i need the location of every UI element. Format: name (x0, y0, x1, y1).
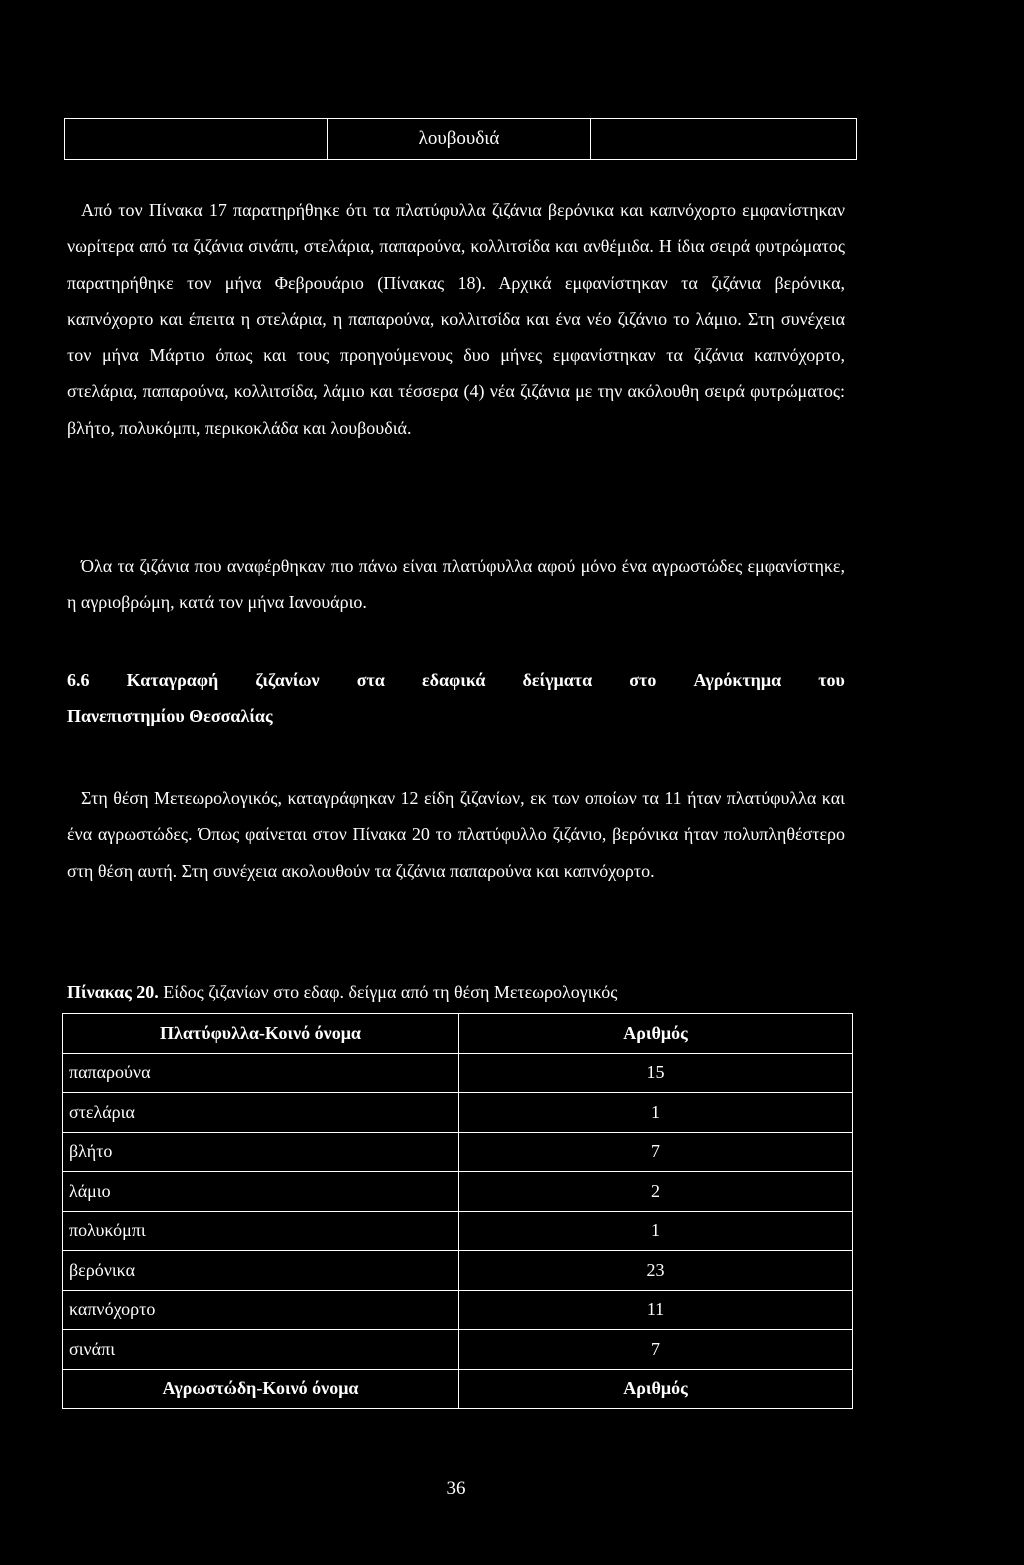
weed-name: καπνόχορτο (63, 1290, 459, 1330)
section-number: 6.6 (67, 670, 90, 690)
heading-word: δείγματα (522, 670, 593, 690)
weed-count: 11 (459, 1290, 853, 1330)
weed-count: 23 (459, 1251, 853, 1291)
table-cell: λουβουδιά (328, 119, 591, 160)
weed-name: βλήτο (63, 1132, 459, 1172)
heading-word: εδαφικά (421, 670, 486, 690)
table-row (63, 1172, 853, 1212)
weed-name: πολυκόμπι (63, 1211, 459, 1251)
column-header-count: Αριθμός (459, 1014, 853, 1054)
heading-word: ζιζανίων (255, 670, 320, 690)
table-cell (65, 119, 328, 160)
continued-table-fragment (64, 118, 857, 160)
weed-count: 7 (459, 1330, 853, 1370)
paragraph-meteorological-site: Στη θέση Μετεωρολογικός, καταγράφηκαν 12 είδη ζιζανίων, εκ των οποίων τα 11 ήταν πλατύφυλλα και ένα αγρωστώδες. Όπως φαίνεται στον Πίνακα 20 το πλατύφυλλο ζιζάνιο, βερόνικα ήταν πολυπληθέστερο στη θέση αυτή. Στη συνέχεια ακολουθούν τα ζιζάνια παπαρούνα και καπνόχορτο. (67, 788, 845, 881)
table-row (63, 1053, 853, 1093)
table-cell (591, 119, 857, 160)
table-row (63, 1093, 853, 1133)
table-row (63, 1290, 853, 1330)
table-row (63, 1211, 853, 1251)
table-caption (67, 980, 847, 1004)
weed-count: 1 (459, 1093, 853, 1133)
heading-word: στο (629, 670, 657, 690)
heading-word: του (818, 670, 845, 690)
weed-species-table (62, 1013, 853, 1409)
weed-name: βερόνικα (63, 1251, 459, 1291)
weed-name: λάμιο (63, 1172, 459, 1212)
weed-count: 2 (459, 1172, 853, 1212)
heading-word: Αγρόκτημα (693, 670, 782, 690)
page-number: 36 (446, 1478, 466, 1499)
weed-name: σινάπι (63, 1330, 459, 1370)
column-header-grass-count: Αριθμός (459, 1369, 853, 1409)
paragraph-broadleaf-summary: Όλα τα ζιζάνια που αναφέρθηκαν πιο πάνω είναι πλατύφυλλα αφού μόνο ένα αγρωστώδες εμφανίστηκε, η αγριοβρώμη, κατά τον μήνα Ιανουάριο. (67, 556, 845, 613)
weed-count: 1 (459, 1211, 853, 1251)
column-header-grass-name: Αγρωστώδη-Κοινό όνομα (63, 1369, 459, 1409)
table-row (65, 119, 857, 160)
weed-name: στελάρια (63, 1093, 459, 1133)
heading-word: στα (356, 670, 385, 690)
table-row (63, 1330, 853, 1370)
weed-name: παπαρούνα (63, 1053, 459, 1093)
table-row (63, 1251, 853, 1291)
table-caption-label: Πίνακας 20. (67, 982, 159, 1002)
table-row (63, 1132, 853, 1172)
table-caption-text: Είδος ζιζανίων στο εδαφ. δείγμα από τη θέση Μετεωρολογικός (158, 982, 618, 1002)
column-header-name: Πλατύφυλλα-Κοινό όνομα (63, 1014, 459, 1054)
section-heading (67, 662, 845, 734)
table-header-row (63, 1014, 853, 1054)
table-subheader-row (63, 1369, 853, 1409)
heading-word: Καταγραφή (126, 670, 219, 690)
weed-count: 7 (459, 1132, 853, 1172)
section-heading-line (67, 662, 845, 698)
section-heading-line2: Πανεπιστημίου Θεσσαλίας (67, 706, 273, 726)
paragraph-observations: Από τον Πίνακα 17 παρατηρήθηκε ότι τα πλατύφυλλα ζιζάνια βερόνικα και καπνόχορτο εμφανίστηκαν νωρίτερα από τα ζιζάνια σινάπι, στελάρια, παπαρούνα, κολλιτσίδα και ανθέμιδα. Η ίδια σειρά φυτρώματος παρατηρήθηκε τον μήνα Φεβρουάριο (Πίνακας 18). Αρχικά εμφανίστηκαν τα ζιζάνια βερόνικα, καπνόχορτο και έπειτα η στελάρια, η παπαρούνα, κολλιτσίδα και ένα νέο ζιζάνιο το λάμιο. Στη συνέχεια τον μήνα Μάρτιο όπως και τους προηγούμενους δυο μήνες εμφανίστηκαν τα ζιζάνια καπνόχορτο, στελάρια, παπαρούνα, κολλιτσίδα, λάμιο και τέσσερα (4) νέα ζιζάνια με την ακόλουθη σειρά φυτρώματος: βλήτο, πολυκόμπι, περικοκλάδα και λουβουδιά. (67, 200, 845, 438)
weed-count: 15 (459, 1053, 853, 1093)
